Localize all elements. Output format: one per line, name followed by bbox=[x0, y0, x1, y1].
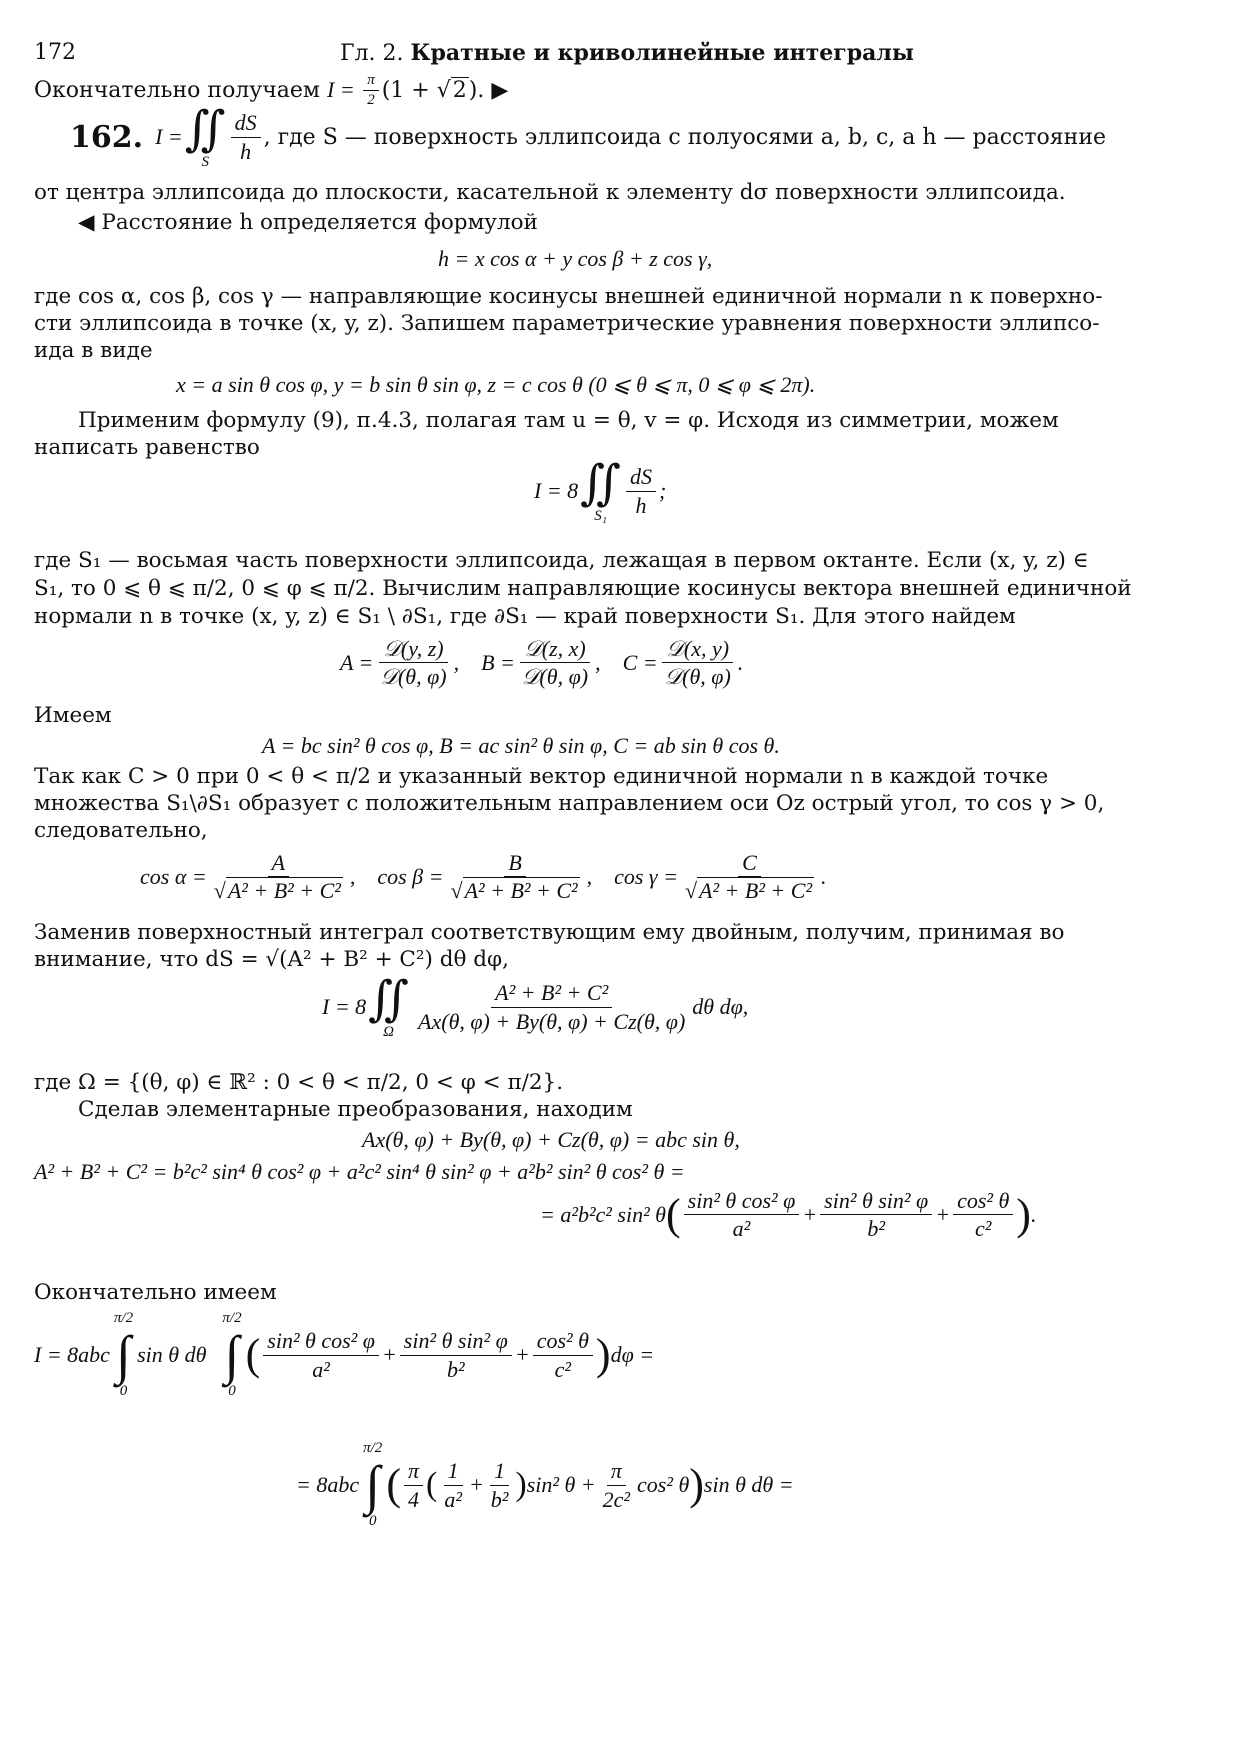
text-line: S₁, то 0 ⩽ θ ⩽ π/2, 0 ⩽ φ ⩽ π/2. Вычислим направляющие косинусы вектора внешней единичной bbox=[34, 576, 1132, 601]
equation-sum-factored: = a²b²c² sin² θ ( $\frac{\text{sin² θ cos² φ}}{\text{a²}}$ + $\frac{\text{sin² θ sin² φ}}{\text{b²}}$ + $\frac{\text{cos² θ}}{\text{c²}}$ ) . bbox=[540, 1188, 1037, 1242]
text-line: следовательно, bbox=[34, 818, 208, 843]
text-line: где S₁ — восьмая часть поверхности эллипсоида, лежащая в первом октанте. Если (x, y, z) ∈ bbox=[34, 548, 1089, 573]
text-line: Применим формулу (9), п.4.3, полагая там u = θ, v = φ. Исходя из симметрии, можем bbox=[78, 408, 1059, 433]
text-line: нормали n в точке (x, y, z) ∈ S₁ \ ∂S₁, где ∂S₁ — край поверхности S₁. Для этого найдем bbox=[34, 604, 1016, 629]
text-line: где cos α, cos β, cos γ — направляющие косинусы внешней единичной нормали n к поверхно- bbox=[34, 284, 1103, 309]
text-line: ◀ Расстояние h определяется формулой bbox=[78, 210, 538, 235]
text-line: сти эллипсоида в точке (x, y, z). Запишем параметрические уравнения поверхности эллипсо- bbox=[34, 311, 1100, 336]
running-title-bold: Кратные и криволинейные интегралы bbox=[410, 40, 914, 66]
text-line: Так как C > 0 при 0 < θ < π/2 и указанный вектор единичной нормали n в каждой точке bbox=[34, 764, 1049, 789]
equation-parametric: x = a sin θ cos φ, y = b sin θ sin φ, z = c cos θ (0 ⩽ θ ⩽ π, 0 ⩽ φ ⩽ 2π). bbox=[176, 372, 816, 397]
line-final-result: Окончательно получаем I = $\frac{\pi}{2}$ (1 + √2). ▶ bbox=[34, 72, 509, 109]
problem-number: 162. bbox=[70, 119, 144, 155]
text-line: множества S₁\∂S₁ образует с положительным направлением оси Oz острый угол, то cos γ > 0, bbox=[34, 791, 1105, 816]
equation-final-2: = 8abc π/2 ∫ 0 ( $\frac{\pi}{4}$ ( $\frac{1}{\text{a²}}$ + $\frac{1}{\text{b²}}$ ) sin² θ + $\frac{\pi}{\text{2c²}}$ cos² θ ) sin θ dθ = bbox=[296, 1440, 794, 1529]
line-final-result-text: Окончательно получаем bbox=[34, 77, 321, 103]
equation-cosines: cos α = $\frac{A}{\text{√A² + B² + C²}}$ , cos β = $\frac{B}{\text{√A² + B² + C²}}$ , cos γ = $\frac{C}{\text{√A² + B² + C²}}$ . bbox=[140, 850, 827, 904]
problem-162-statement: 162. I = ∬ S $\frac{dS}{h}$ , где S — поверхность эллипсоида с полуосями a, b, c, а h — расстояние bbox=[70, 101, 1106, 170]
equation-dot-product: Ax(θ, φ) + By(θ, φ) + Cz(θ, φ) = abc sin θ, bbox=[362, 1127, 740, 1152]
equation-double-integral: I = 8 ∬ Ω $\frac{\text{A² + B² + C²}}{Ax(\theta, \varphi) + By(\theta, \varphi) + Cz(\theta, \varphi)}$ dθ dφ, bbox=[322, 971, 749, 1040]
text-line: ида в виде bbox=[34, 338, 153, 363]
text-line: Заменив поверхностный интеграл соответствующим ему двойным, получим, принимая во bbox=[34, 920, 1065, 945]
text-line: Окончательно имеем bbox=[34, 1280, 277, 1305]
text-line: где Ω = {(θ, φ) ∈ ℝ² : 0 < θ < π/2, 0 < φ < π/2}. bbox=[34, 1070, 564, 1095]
text-line: написать равенство bbox=[34, 435, 260, 460]
running-title bbox=[340, 40, 914, 67]
equation-symmetry: I = 8 ∬ S₁ $\frac{dS}{h}$ ; bbox=[534, 455, 667, 524]
equation-distance: h = x cos α + y cos β + z cos γ, bbox=[438, 246, 713, 271]
equation-jacobians: A = $\frac{\text{𝒟(y, z)}}{\text{𝒟(θ, φ)}}$ , B = $\frac{\text{𝒟(z, x)}}{\text{𝒟(θ, φ)}}$ , C = $\frac{\text{𝒟(x, y)}}{\text{𝒟(θ, φ)}}$ . bbox=[340, 636, 744, 690]
equation-sum-squares: A² + B² + C² = b²c² sin⁴ θ cos² φ + a²c² sin⁴ θ sin² φ + a²b² sin² θ cos² θ = bbox=[34, 1159, 685, 1184]
text-line: от центра эллипсоида до плоскости, касательной к элементу dσ поверхности эллипсоида. bbox=[34, 180, 1066, 205]
equation-final-1: I = 8abc π/2 ∫ 0 sin θ dθ π/2 ∫ 0 ( $\frac{\text{sin² θ cos² φ}}{\text{a²}}$ + $\frac{\text{sin² θ sin² φ}}{\text{b²}}$ + $\frac{\text{cos² θ}}{\text{c²}}$ ) dφ = bbox=[34, 1310, 655, 1399]
text-line: внимание, что dS = √(A² + B² + C²) dθ dφ, bbox=[34, 947, 509, 972]
text-line: Сделав элементарные преобразования, находим bbox=[78, 1097, 633, 1122]
equation-abc: A = bc sin² θ cos φ, B = ac sin² θ sin φ, C = ab sin θ cos θ. bbox=[262, 733, 780, 758]
running-title-prefix: Гл. 2. bbox=[340, 41, 411, 66]
text-line: Имеем bbox=[34, 703, 112, 728]
end-marker: ▶ bbox=[491, 77, 509, 103]
page-number: 172 bbox=[34, 40, 76, 65]
problem-162-text: , где S — поверхность эллипсоида с полуосями a, b, c, а h — расстояние bbox=[263, 124, 1106, 150]
